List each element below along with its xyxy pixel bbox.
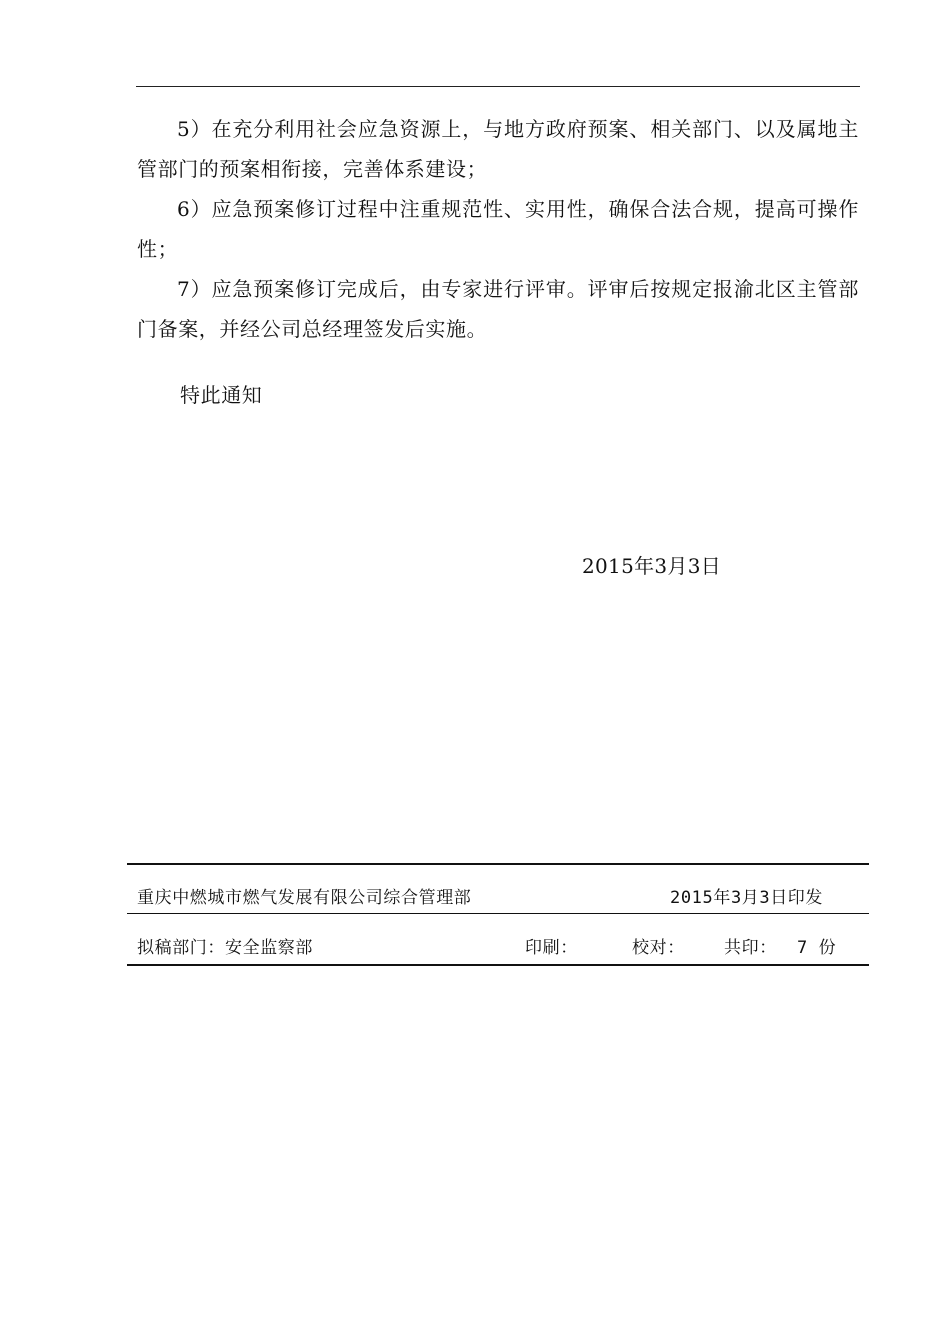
paragraph-item-5: 5）在充分利用社会应急资源上，与地方政府预案、相关部门、以及属地主管部门的预案相衔接，完善体系建设； [137, 117, 859, 181]
copies-label: 共印： [724, 938, 777, 958]
issuer-name: 重庆中燃城市燃气发展有限公司综合管理部 [137, 888, 472, 908]
closing-notice: 特此通知 [180, 383, 263, 407]
copies-value: 7 份 [797, 938, 837, 958]
footer-bottom-rule [127, 964, 869, 966]
header-rule [136, 86, 860, 87]
proof-label: 校对： [632, 938, 685, 958]
issue-date: 2015年3月3日印发 [670, 888, 824, 908]
document-date: 2015年3月3日 [582, 554, 722, 578]
draft-department: 拟稿部门：安全监察部 [137, 938, 313, 958]
footer-top-rule [127, 863, 869, 865]
footer-middle-rule [127, 913, 869, 914]
print-label: 印刷： [525, 938, 578, 958]
paragraph-item-7: 7）应急预案修订完成后，由专家进行评审。评审后按规定报渝北区主管部门备案，并经公司总经理签发后实施。 [137, 277, 859, 341]
paragraph-item-6: 6）应急预案修订过程中注重规范性、实用性，确保合法合规，提高可操作性； [137, 197, 859, 261]
document-body [137, 109, 859, 349]
